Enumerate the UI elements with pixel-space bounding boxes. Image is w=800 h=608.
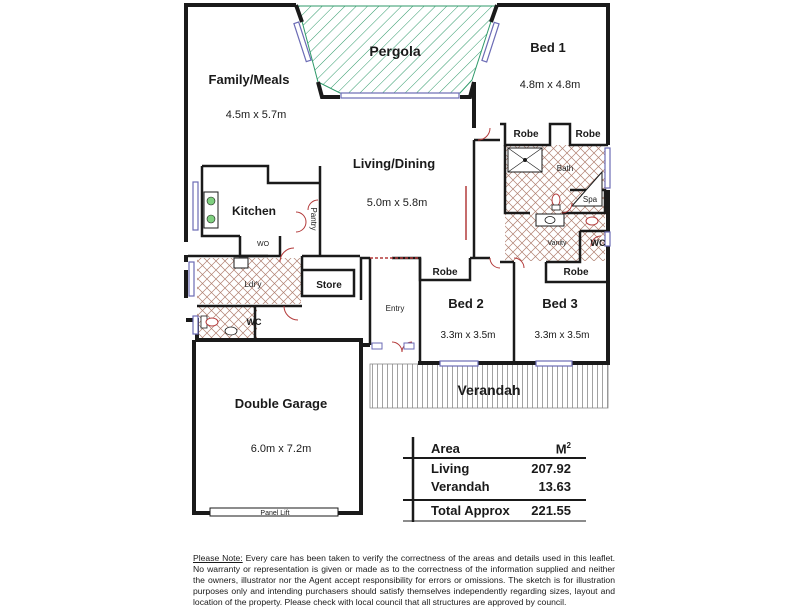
laundry-trough [234,258,248,268]
disclaimer-text: Every care has been taken to verify the correctness of the areas and details used in this leaflet. No warranty or representation is given or made as to the correctness of the information supplied and neither the owners, illustrator nor the Agent accept responsibility for errors or omissions. The sketch is for illustration purposes only and intending purchasers should satisfy themselves independently regarding sizes, layout and location of the property. Please check with local council that all structures are approved by council. [193,553,615,607]
bath-shower [508,148,542,172]
living-label: Living/Dining [352,156,436,171]
laundry-label: Ldr'y [244,280,262,289]
area-unit: M [555,441,567,457]
bed1-label: Bed 1 [530,40,566,55]
area-row-value: 13.63 [538,479,571,494]
area-total-label: Total Approx [431,503,510,518]
family-dims: 4.5m x 5.7m [225,109,287,121]
kitchen-label: Kitchen [231,204,277,218]
wo-label: WO [256,241,270,248]
laundry-wc-label: WC [246,317,262,327]
area-header-unit [556,441,571,456]
bath-wc-toilet [586,217,598,225]
spa-label: Spa [582,195,598,204]
bed3-dims: 3.3m x 3.5m [534,330,590,341]
panel-lift-label: Panel Lift [260,510,290,517]
robe-bed3-label: Robe [563,267,589,278]
living-dims: 5.0m x 5.8m [366,197,428,209]
bed2-dims: 3.3m x 3.5m [440,330,496,341]
area-row-value: 207.92 [531,461,571,476]
entry-label: Entry [385,304,405,313]
vanity-label: Vanity [547,240,567,247]
robe-bed1-left-label: Robe [513,129,539,140]
area-row-label: Verandah [431,479,490,494]
family-label: Family/Meals [208,72,290,87]
entry-door-left [372,343,382,349]
area-total-value: 221.55 [531,503,571,518]
bath-toilet [552,194,560,210]
vanity-basin [536,214,564,226]
robe-bed1-right-label: Robe [575,129,601,140]
pantry-label: Pantry [309,207,318,231]
kitchen-sink [204,192,218,228]
area-header-label: Area [431,441,460,456]
entry-door-right [404,343,414,349]
bed2-label: Bed 2 [448,296,484,311]
bed3-label: Bed 3 [542,296,578,311]
bath-wc-label: WC [590,238,606,248]
verandah-label: Verandah [457,382,521,398]
area-unit-sup: 2 [566,441,571,450]
laundry-wc-basin [225,327,237,335]
garage-dims: 6.0m x 7.2m [250,443,312,455]
disclaimer-heading: Please Note: [193,553,243,563]
robe-bed2-label: Robe [432,267,458,278]
area-table [403,437,586,525]
bed1-dims: 4.8m x 4.8m [519,79,581,91]
pergola-label: Pergola [369,43,421,59]
bath-label: Bath [556,164,574,173]
store-label: Store [316,280,342,291]
garage-label: Double Garage [234,396,328,411]
area-row-label: Living [431,461,470,476]
